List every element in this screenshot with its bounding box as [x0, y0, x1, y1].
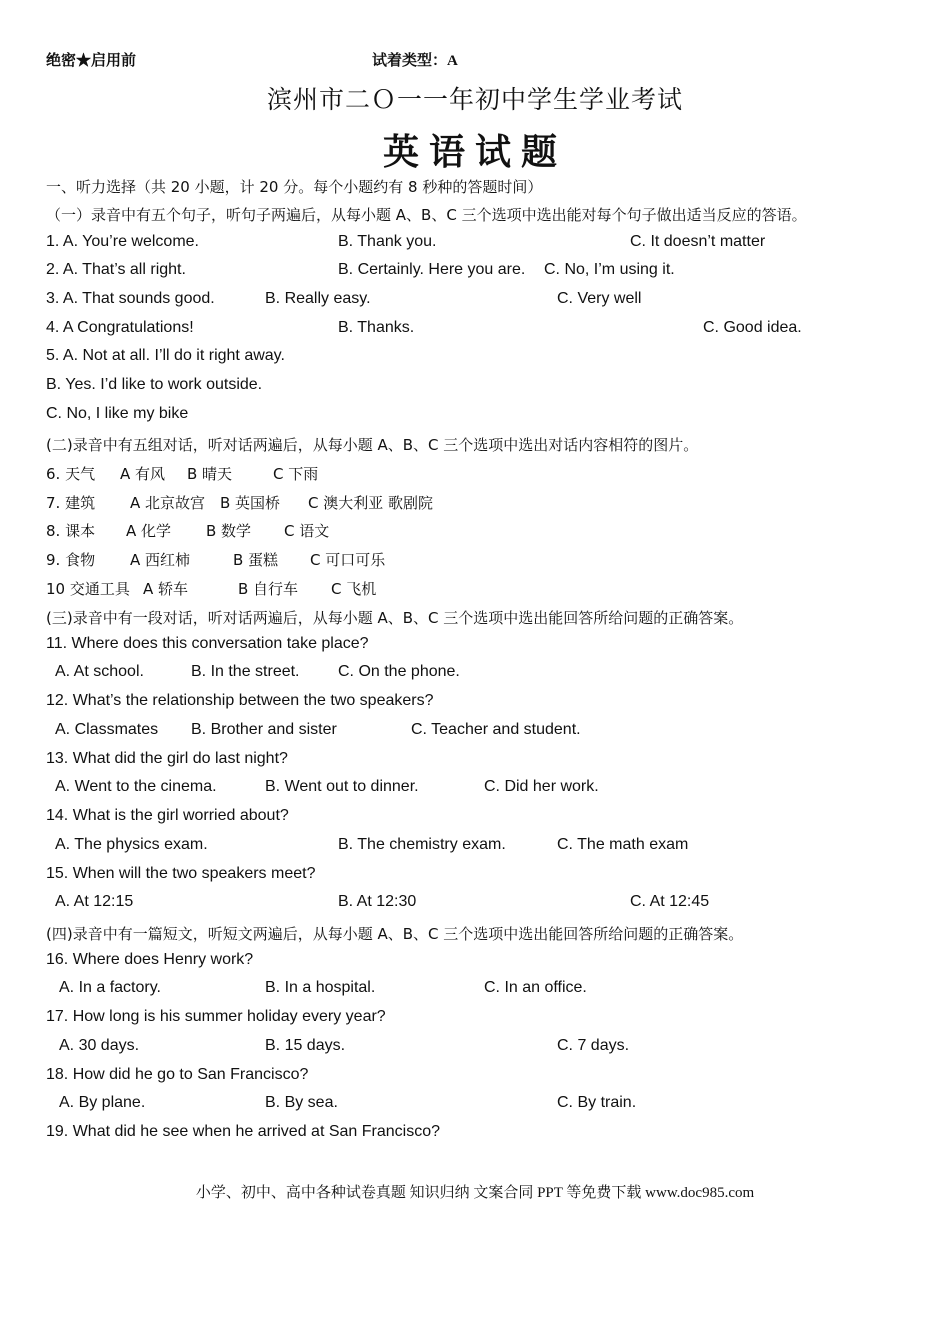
option-b: B 英国桥	[220, 494, 281, 512]
option-a: 2. A. That’s all right.	[46, 261, 186, 278]
option-a: A. 30 days.	[59, 1037, 140, 1054]
option-a: A. Went to the cinema.	[55, 778, 217, 795]
question-text: 19. What did he see when he arrived at San Francisco?	[46, 1123, 440, 1140]
option-a: 1. A. You’re welcome.	[46, 233, 199, 250]
question-line: C. No, I like my bike	[46, 405, 189, 422]
option-b: B. In the street.	[191, 663, 300, 680]
option-a: A 西红柿	[130, 551, 191, 569]
footer-text: 小学、初中、高中各种试卷真题 知识归纳 文案合同 PPT 等免费下载 www.doc985.com	[195, 1185, 755, 1201]
question-topic: 9. 食物	[46, 551, 96, 569]
option-c: C. Very well	[557, 290, 642, 307]
option-a: A. Classmates	[55, 721, 159, 738]
question-topic: 8. 课本	[46, 522, 96, 540]
option-a: A. At 12:15	[55, 893, 134, 910]
option-c: C 语文	[284, 522, 330, 540]
question-text: 18. How did he go to San Francisco?	[46, 1066, 309, 1083]
option-b: B. Certainly. Here you are.	[338, 261, 526, 278]
option-a: A. At school.	[55, 663, 144, 680]
option-c: C. By train.	[557, 1094, 637, 1111]
section-instruction: (四)录音中有一篇短文，听短文两遍后，从每小题 A、B、C 三个选项中选出能回答所给问题的正确答案。	[46, 925, 744, 943]
option-a: A. In a factory.	[59, 979, 161, 996]
option-b: B. Thanks.	[338, 319, 415, 336]
option-c: C 澳大利亚 歌剧院	[308, 494, 434, 512]
option-b: B. 15 days.	[265, 1037, 346, 1054]
question-text: 13. What did the girl do last night?	[46, 750, 288, 767]
question-text: 11. Where does this conversation take place?	[46, 635, 369, 652]
option-c: C. No, I’m using it.	[544, 261, 675, 278]
option-a: A 北京故宫	[130, 494, 206, 512]
option-a: A. By plane.	[59, 1094, 146, 1111]
option-c: C 可口可乐	[310, 551, 386, 569]
exam-title: 英语试题	[382, 131, 567, 173]
option-b: B. At 12:30	[338, 893, 417, 910]
option-c: C. On the phone.	[338, 663, 460, 680]
option-b: B. Went out to dinner.	[265, 778, 419, 795]
option-c: C. Teacher and student.	[411, 721, 581, 738]
option-b: B 自行车	[238, 580, 299, 598]
exam-subtitle: 滨州市二Ｏ一一年初中学生学业考试	[266, 85, 683, 114]
option-a: A. The physics exam.	[55, 836, 208, 853]
question-text: 15. When will the two speakers meet?	[46, 865, 316, 882]
option-a: 4. A Congratulations!	[46, 319, 194, 336]
option-b: B 数学	[206, 522, 252, 540]
question-text: 16. Where does Henry work?	[46, 951, 254, 968]
section-instruction: (三)录音中有一段对话，听对话两遍后，从每小题 A、B、C 三个选项中选出能回答所给问题的正确答案。	[46, 609, 744, 627]
question-topic: 6. 天气	[46, 465, 96, 483]
option-c: C. It doesn’t matter	[630, 233, 766, 250]
option-c: C. At 12:45	[630, 893, 710, 910]
option-c: C. 7 days.	[557, 1037, 630, 1054]
section-instruction: (二)录音中有五组对话，听对话两遍后，从每小题 A、B、C 三个选项中选出对话内容相符的图片。	[46, 436, 699, 454]
question-text: 12. What’s the relationship between the two speakers?	[46, 692, 434, 709]
option-b: B. By sea.	[265, 1094, 338, 1111]
paper-type-label: 试着类型：A	[372, 53, 458, 69]
option-b: B 蛋糕	[233, 551, 279, 569]
option-c: C 下雨	[273, 465, 319, 483]
question-text: 17. How long is his summer holiday every year?	[46, 1008, 386, 1025]
option-a: 3. A. That sounds good.	[46, 290, 215, 307]
option-c: C. The math exam	[557, 836, 689, 853]
option-b: B. Brother and sister	[191, 721, 337, 738]
option-b: B. The chemistry exam.	[338, 836, 506, 853]
option-a: A 化学	[126, 522, 172, 540]
question-text: 14. What is the girl worried about?	[46, 807, 289, 824]
option-b: B. In a hospital.	[265, 979, 376, 996]
option-b: B. Thank you.	[338, 233, 437, 250]
option-b: B. Really easy.	[265, 290, 371, 307]
option-b: B 晴天	[187, 465, 233, 483]
option-c: C. Did her work.	[484, 778, 599, 795]
question-topic: 7. 建筑	[46, 494, 96, 512]
option-c: C 飞机	[331, 580, 377, 598]
question-line: B. Yes. I’d like to work outside.	[46, 376, 263, 393]
question-topic: 10 交通工具	[46, 580, 130, 598]
option-c: C. In an office.	[484, 979, 587, 996]
option-c: C. Good idea.	[703, 319, 802, 336]
question-line: 5. A. Not at all. I’ll do it right away.	[46, 347, 285, 364]
option-a: A 有风	[120, 465, 166, 483]
confidential-label: 绝密★启用前	[46, 53, 137, 69]
section-instruction: （一）录音中有五个句子，听句子两遍后，从每小题 A、B、C 三个选项中选出能对每个句子做出适当反应的答语。	[46, 206, 807, 224]
option-a: A 轿车	[143, 580, 189, 598]
section-heading: 一、听力选择（共 20 小题，计 20 分。每个小题约有 8 秒种的答题时间）	[46, 178, 543, 196]
